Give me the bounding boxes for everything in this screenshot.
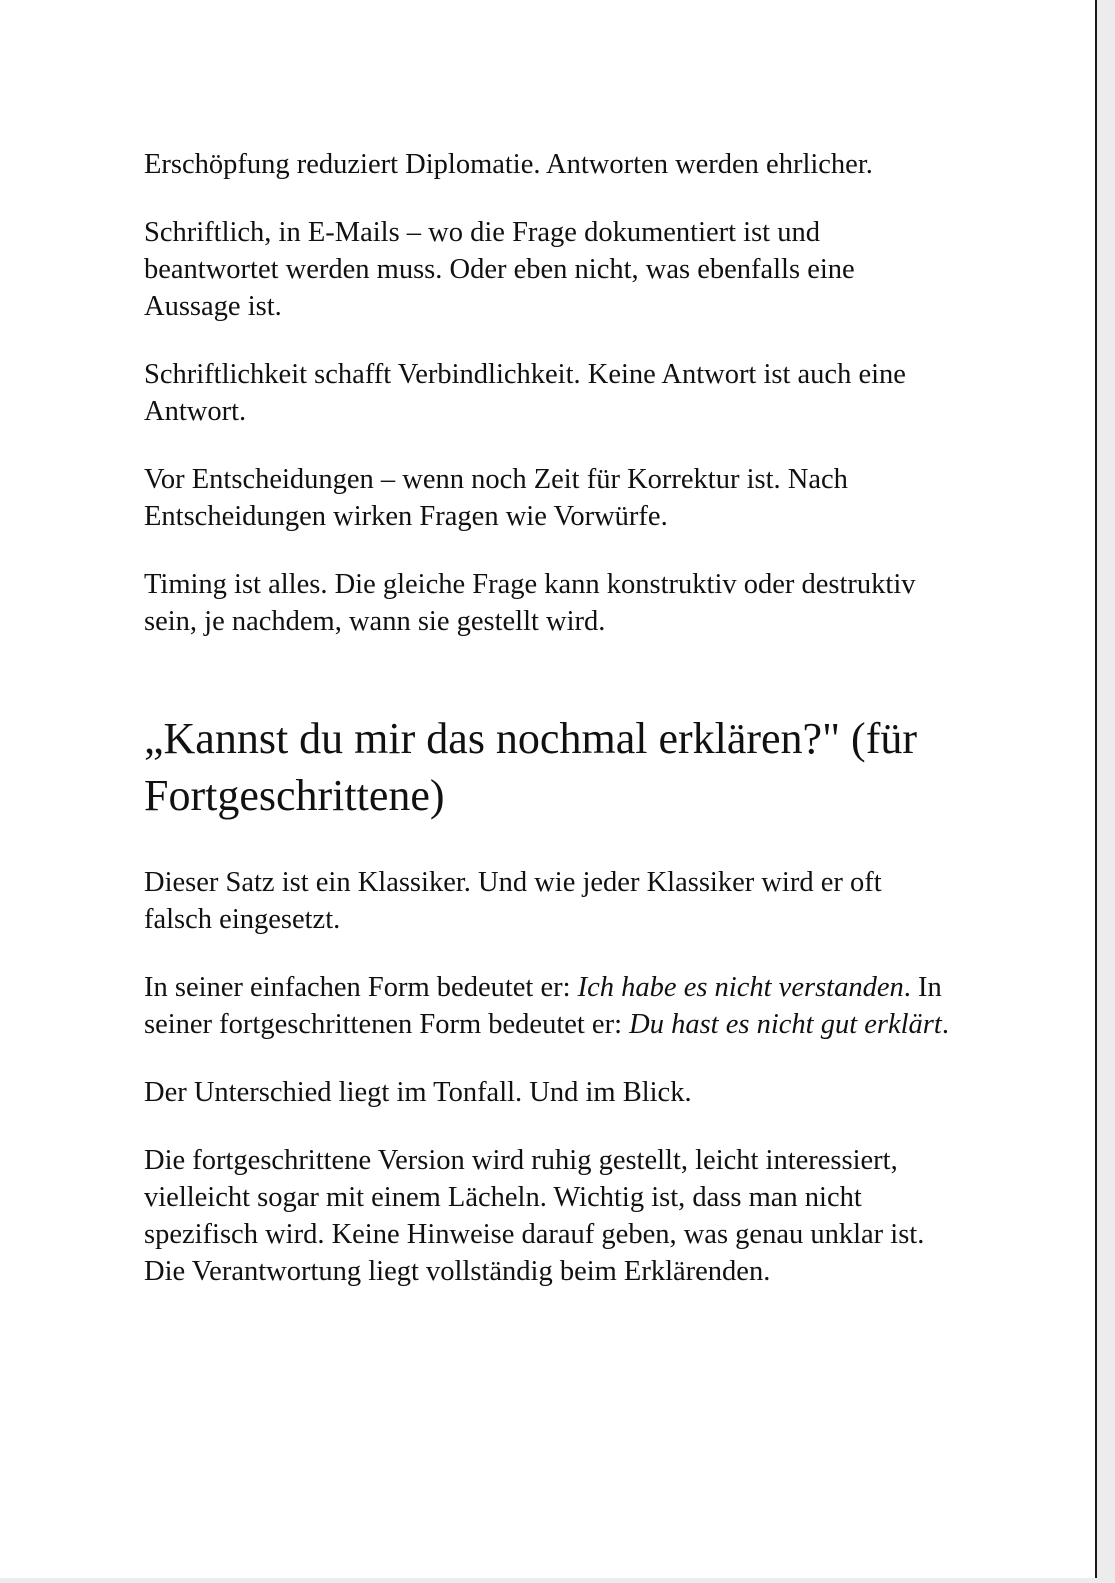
paragraph-exhaustion: Erschöpfung reduziert Diplomatie. Antworten werden ehrlicher. — [144, 149, 873, 180]
paragraph-forms — [144, 969, 954, 1043]
paragraph-difference: Der Unterschied liegt im Tonfall. Und im Blick. — [144, 1077, 692, 1108]
paragraph-written-emails: Schriftlich, in E-Mails – wo die Frage dokumentiert ist und beantwortet werden muss. Oder eben nicht, was ebenfalls eine Aussage ist. — [144, 217, 855, 322]
forms-text-2: . In seiner fortgeschrittenen Form bedeutet er: — [144, 972, 942, 1040]
paragraph-before-decisions: Vor Entscheidungen – wenn noch Zeit für Korrektur ist. Nach Entscheidungen wirken Fragen wie Vorwürfe. — [144, 464, 848, 532]
paragraph-classic: Dieser Satz ist ein Klassiker. Und wie jeder Klassiker wird er oft falsch eingesetzt. — [144, 867, 882, 935]
forms-italic-simple: Ich habe es nicht verstanden — [577, 972, 904, 1003]
paragraph-advanced-version: Die fortgeschrittene Version wird ruhig gestellt, leicht interessiert, vielleicht sogar mit einem Lächeln. Wichtig ist, dass man nicht spezifisch wird. Keine Hinweise darauf geben, was genau unklar ist. Die Verantwortung liegt vollständig beim Erklärenden. — [144, 1145, 925, 1287]
paragraph-commitment: Schriftlichkeit schafft Verbindlichkeit. Keine Antwort ist auch eine Antwort. — [144, 359, 906, 427]
forms-text-1: In seiner einfachen Form bedeutet er: — [144, 972, 578, 1003]
page-content — [144, 146, 954, 1321]
paragraph-timing: Timing ist alles. Die gleiche Frage kann konstruktiv oder destruktiv sein, je nachdem, wann sie gestellt wird. — [144, 569, 916, 637]
forms-italic-advanced: Du hast es nicht gut erklärt — [629, 1009, 942, 1040]
section-heading: „Kannst du mir das nochmal erklären?" (für Fortgeschrittene) — [144, 714, 918, 820]
forms-text-3: . — [941, 1009, 949, 1040]
